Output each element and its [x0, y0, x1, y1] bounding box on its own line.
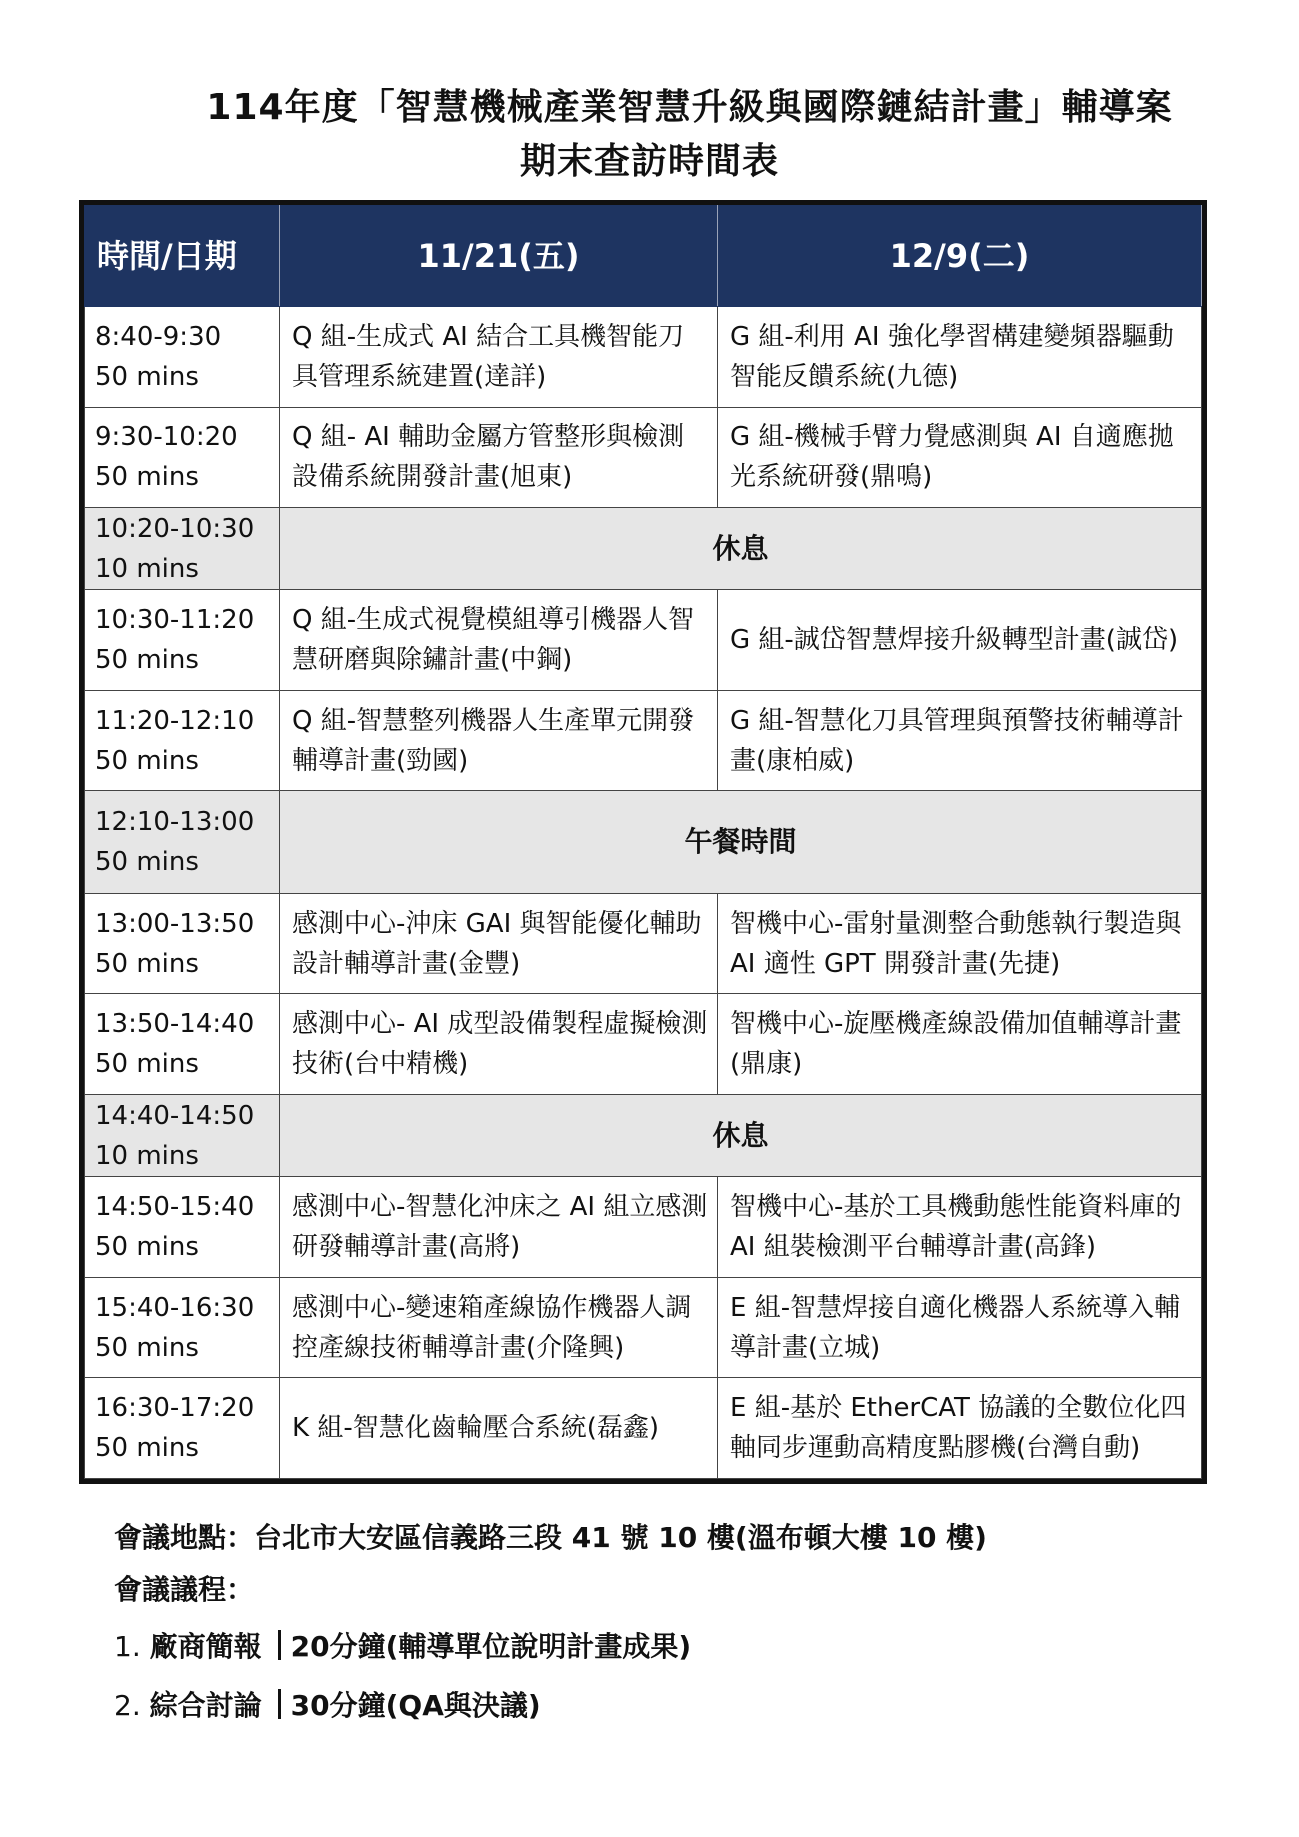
time-slot [85, 994, 280, 1095]
time-slot [85, 508, 280, 590]
session-day1: 感測中心- AI 成型設備製程虛擬檢測技術(台中精機) [280, 994, 718, 1095]
session-day1: Q 組-生成式 AI 結合工具機智能刀具管理系統建置(達詳) [280, 307, 718, 408]
session-day2: 智機中心-基於工具機動態性能資料庫的 AI 組裝檢測平台輔導計畫(高鋒) [718, 1177, 1202, 1278]
break-row [85, 791, 1202, 894]
time-range: 8:40-9:30 [95, 321, 222, 352]
table-row [85, 407, 1202, 508]
session-day2: G 組-誠岱智慧焊接升級轉型計畫(誠岱) [718, 590, 1202, 691]
break-row [85, 508, 1202, 590]
time-slot [85, 1277, 280, 1378]
meeting-location: 會議地點：台北市大安區信義路三段 41 號 10 樓(溫布頓大樓 10 樓) [114, 1521, 987, 1554]
duration: 10 mins [95, 553, 199, 584]
session-day1: 感測中心-沖床 GAI 與智能優化輔助設計輔導計畫(金豐) [280, 893, 718, 994]
header-time-date: 時間/日期 [85, 206, 280, 307]
time-range: 11:20-12:10 [95, 705, 255, 736]
page-subtitle: 期末查訪時間表 [519, 141, 779, 182]
time-range: 14:50-15:40 [95, 1192, 255, 1223]
session-day1: Q 組-生成式視覺模組導引機器人智慧研磨與除鏽計畫(中鋼) [280, 590, 718, 691]
agenda-item-1 [114, 1627, 691, 1667]
agenda-item-2 [114, 1686, 541, 1726]
agenda-title: 會議議程： [114, 1573, 255, 1606]
table-row [85, 1378, 1202, 1479]
time-slot [85, 690, 280, 791]
table-row [85, 307, 1202, 408]
table-row [85, 893, 1202, 994]
session-day2: E 組-基於 EtherCAT 協議的全數位化四軸同步運動高精度點膠機(台灣自動) [718, 1378, 1202, 1479]
duration: 50 mins [95, 1049, 199, 1080]
time-slot [85, 590, 280, 691]
divider [278, 1689, 281, 1719]
time-range: 10:20-10:30 [95, 513, 255, 544]
agenda-item-desc: (QA與決議) [385, 1689, 541, 1722]
session-day2: G 組-機械手臂力覺感測與 AI 自適應拋光系統研發(鼎鳴) [718, 407, 1202, 508]
session-day2: 智機中心-旋壓機產線設備加值輔導計畫(鼎康) [718, 994, 1202, 1095]
duration: 10 mins [95, 1140, 199, 1171]
time-slot [85, 1177, 280, 1278]
agenda-item-number: 2. [114, 1689, 141, 1722]
table-row [85, 690, 1202, 791]
session-day1: 感測中心-變速箱產線協作機器人調控產線技術輔導計畫(介隆興) [280, 1277, 718, 1378]
duration: 50 mins [95, 1232, 199, 1263]
agenda-item-desc: (輔導單位說明計畫成果) [385, 1630, 692, 1663]
duration: 50 mins [95, 847, 199, 878]
duration: 50 mins [95, 1332, 199, 1363]
duration: 50 mins [95, 948, 199, 979]
break-label: 休息 [280, 1095, 1202, 1177]
table-row [85, 994, 1202, 1095]
table-row [85, 590, 1202, 691]
agenda-item-name: 綜合討論 [149, 1689, 262, 1722]
time-range: 16:30-17:20 [95, 1393, 255, 1424]
time-range: 15:40-16:30 [95, 1292, 255, 1323]
table-header-row [85, 206, 1202, 307]
divider [278, 1630, 281, 1660]
time-range: 13:00-13:50 [95, 908, 255, 939]
header-day2: 12/9(二) [718, 206, 1202, 307]
session-day1: Q 組- AI 輔助金屬方管整形與檢測設備系統開發計畫(旭東) [280, 407, 718, 508]
header-day1: 11/21(五) [280, 206, 718, 307]
duration: 50 mins [95, 745, 199, 776]
time-slot [85, 791, 280, 894]
session-day1: Q 組-智慧整列機器人生產單元開發輔導計畫(勁國) [280, 690, 718, 791]
session-day2: E 組-智慧焊接自適化機器人系統導入輔導計畫(立城) [718, 1277, 1202, 1378]
page-title: 114年度「智慧機械產業智慧升級與國際鏈結計畫」輔導案 [206, 87, 1173, 128]
session-day2: G 組-智慧化刀具管理與預警技術輔導計畫(康柏威) [718, 690, 1202, 791]
time-range: 12:10-13:00 [95, 807, 255, 838]
session-day2: G 組-利用 AI 強化學習構建變頻器驅動智能反饋系統(九德) [718, 307, 1202, 408]
break-label: 休息 [280, 508, 1202, 590]
time-range: 10:30-11:20 [95, 605, 255, 636]
session-day1: 感測中心-智慧化沖床之 AI 組立感測研發輔導計畫(高將) [280, 1177, 718, 1278]
agenda-item-name: 廠商簡報 [149, 1630, 262, 1663]
duration: 50 mins [95, 462, 199, 493]
time-slot [85, 407, 280, 508]
agenda-item-duration: 30分鐘 [290, 1689, 386, 1722]
duration: 50 mins [95, 361, 199, 392]
session-day1: K 組-智慧化齒輪壓合系統(磊鑫) [280, 1378, 718, 1479]
time-range: 14:40-14:50 [95, 1100, 255, 1131]
time-slot [85, 1095, 280, 1177]
table-row [85, 1177, 1202, 1278]
schedule-table [79, 200, 1207, 1484]
agenda-item-duration: 20分鐘 [290, 1630, 386, 1663]
duration: 50 mins [95, 1433, 199, 1464]
agenda-item-number: 1. [114, 1630, 141, 1663]
break-row [85, 1095, 1202, 1177]
time-slot [85, 307, 280, 408]
table-row [85, 1277, 1202, 1378]
time-slot [85, 1378, 280, 1479]
duration: 50 mins [95, 645, 199, 676]
session-day2: 智機中心-雷射量測整合動態執行製造與 AI 適性 GPT 開發計畫(先捷) [718, 893, 1202, 994]
time-range: 13:50-14:40 [95, 1009, 255, 1040]
break-label: 午餐時間 [280, 791, 1202, 894]
time-slot [85, 893, 280, 994]
time-range: 9:30-10:20 [95, 422, 238, 453]
